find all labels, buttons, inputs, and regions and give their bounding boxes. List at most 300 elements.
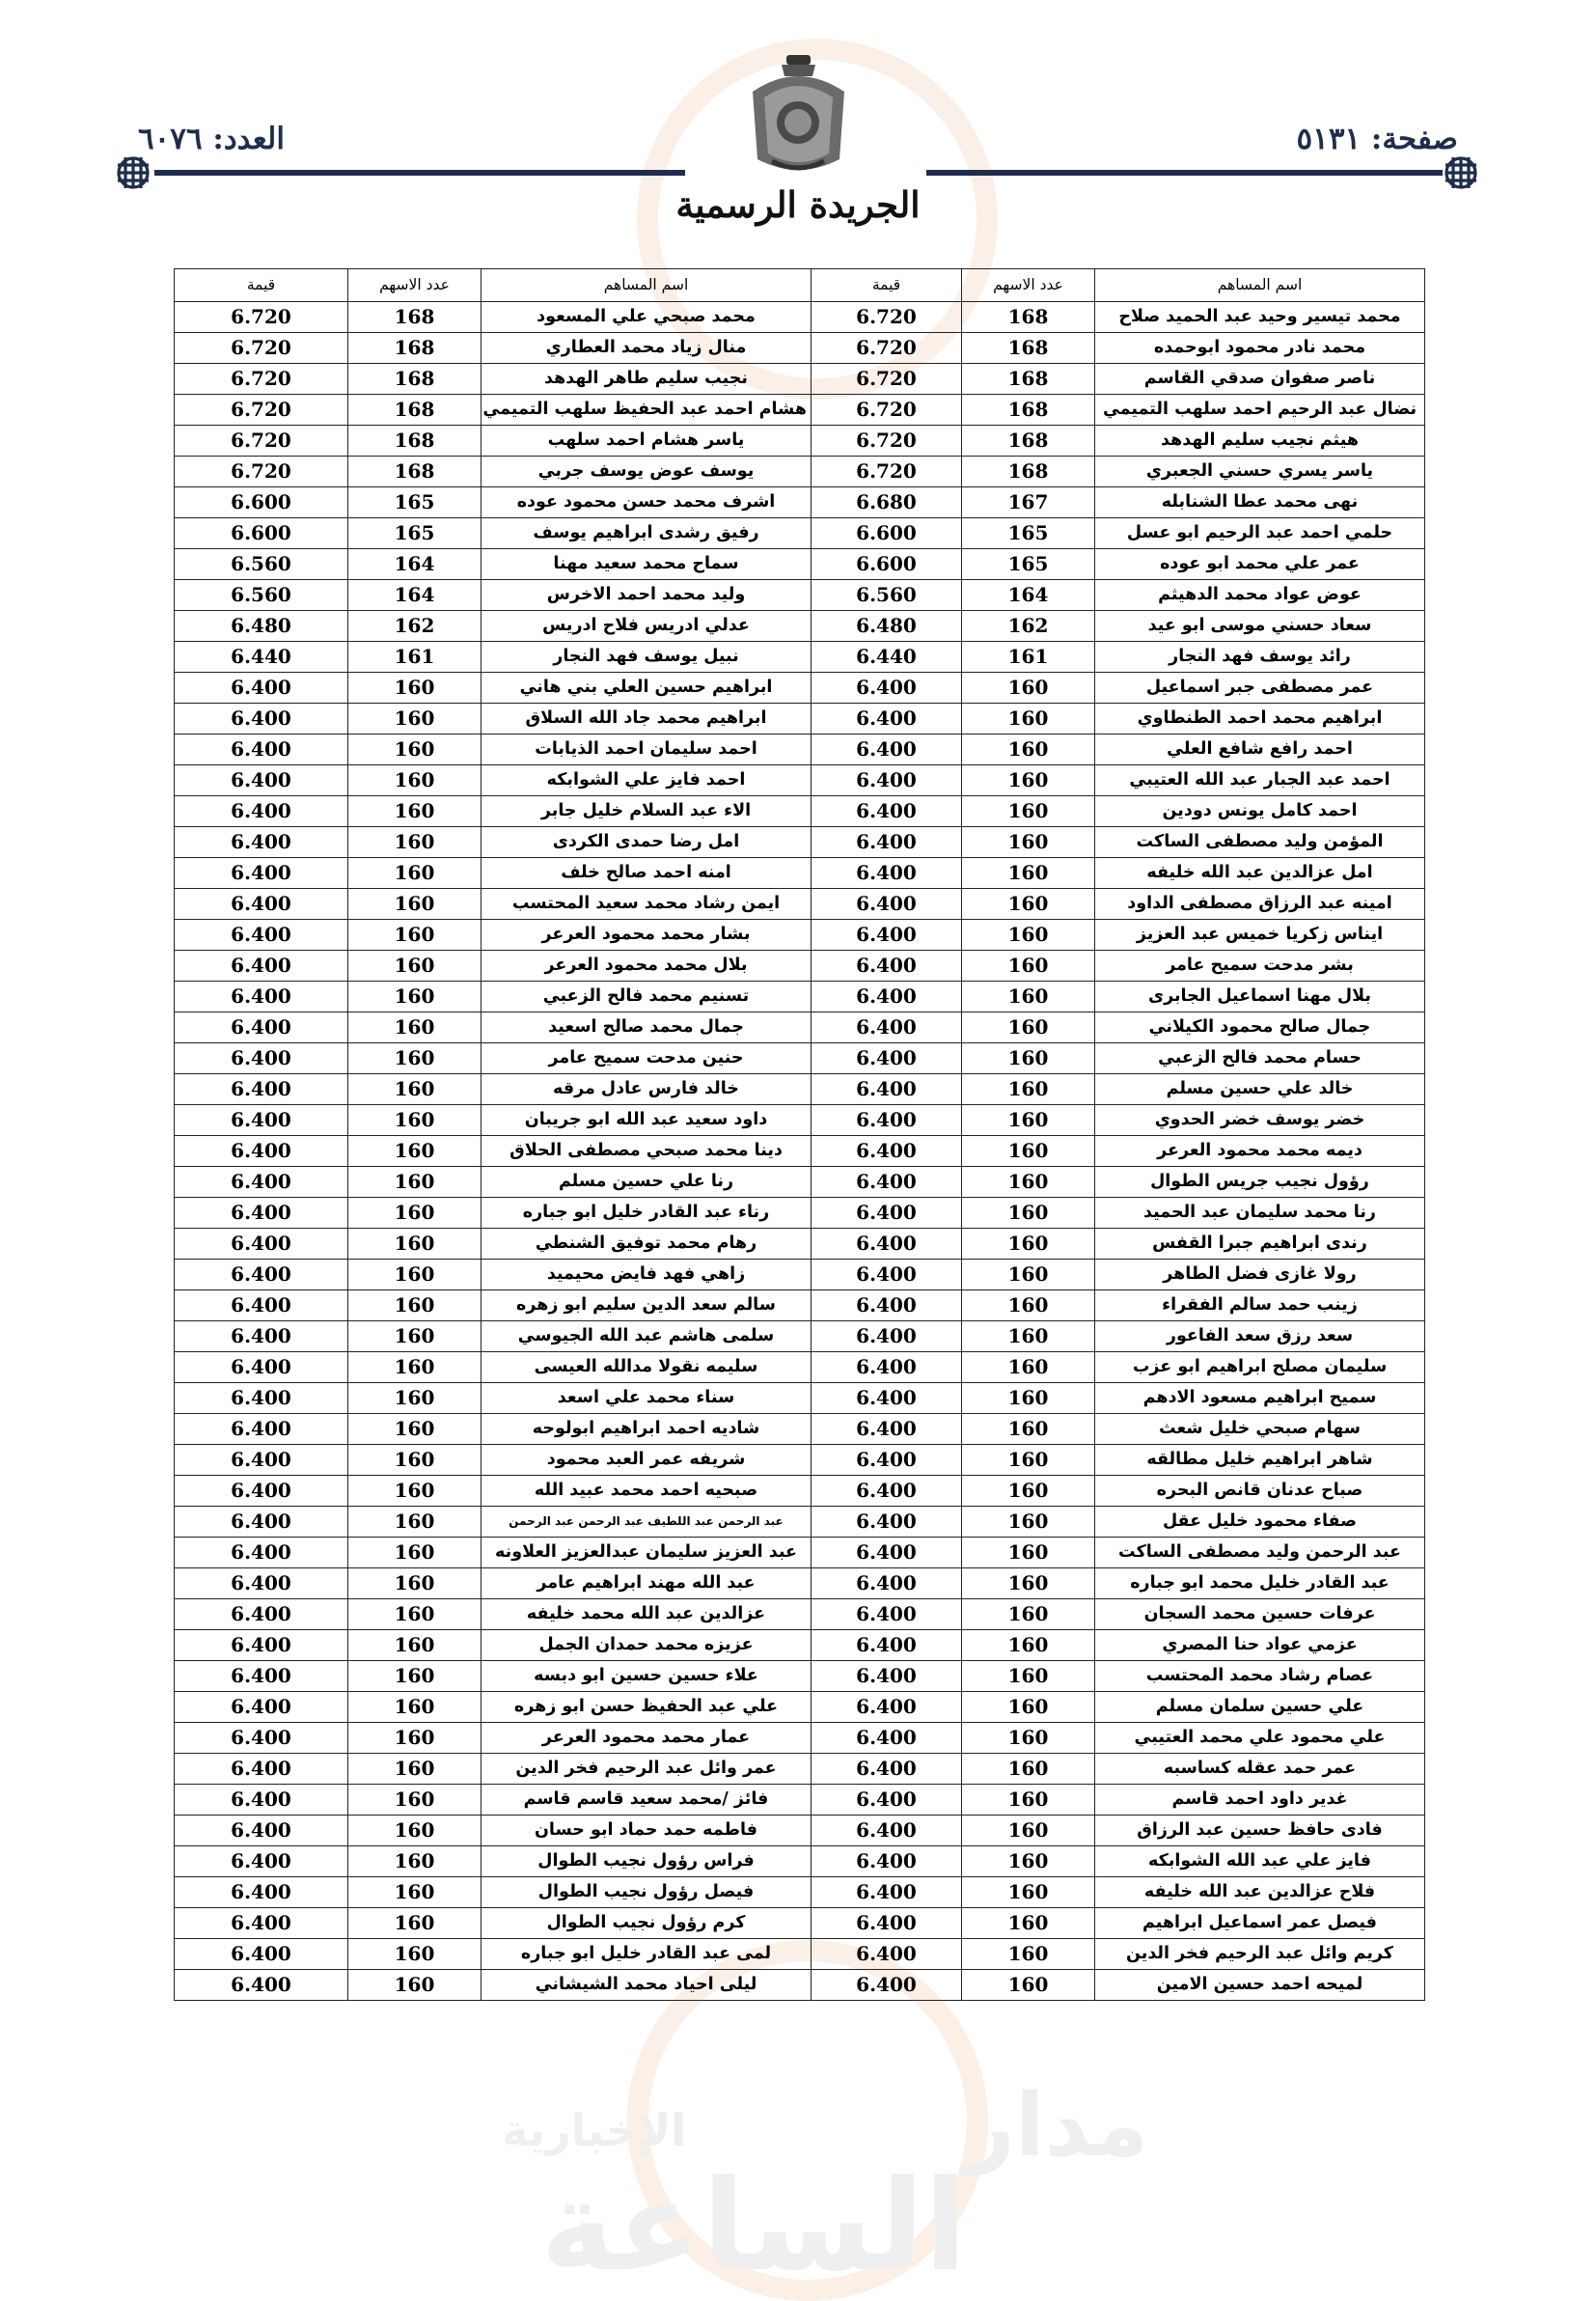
share-value-cell: 6.400	[175, 1012, 348, 1043]
share-value-cell: 6.400	[175, 704, 348, 735]
share-count-cell: 160	[348, 1260, 482, 1290]
share-count-cell: 160	[962, 1445, 1095, 1476]
share-count-cell: 160	[348, 1167, 482, 1198]
shareholder-name-cell: غدير داود احمد قاسم	[1095, 1785, 1425, 1816]
share-value-cell: 6.400	[812, 1692, 962, 1723]
share-count-cell: 160	[348, 1105, 482, 1136]
share-value-cell: 6.400	[175, 1568, 348, 1599]
share-value-cell: 6.400	[812, 1352, 962, 1383]
share-value-cell: 6.480	[812, 611, 962, 642]
share-count-cell: 160	[348, 1785, 482, 1816]
share-count-cell: 160	[348, 827, 482, 858]
share-count-cell: 160	[348, 982, 482, 1012]
header-shareholder-name-1: اسم المساهم	[1095, 269, 1425, 302]
table-row	[175, 1198, 1425, 1229]
share-value-cell: 6.400	[175, 1661, 348, 1692]
table-row	[175, 704, 1425, 735]
shareholder-name-cell: محمد نادر محمود ابوحمده	[1095, 333, 1425, 364]
share-value-cell: 6.400	[812, 1630, 962, 1661]
share-count-cell: 160	[348, 1043, 482, 1074]
table-row	[175, 735, 1425, 765]
share-count-cell: 162	[962, 611, 1095, 642]
shareholder-name-cell: جمال محمد صالح اسعيد	[482, 1012, 812, 1043]
shareholder-name-cell: فائز /محمد سعيد قاسم قاسم	[482, 1785, 812, 1816]
share-value-cell: 6.400	[175, 1383, 348, 1414]
share-value-cell: 6.400	[812, 889, 962, 920]
share-value-cell: 6.400	[175, 1877, 348, 1908]
share-count-cell: 160	[962, 982, 1095, 1012]
share-value-cell: 6.400	[812, 1877, 962, 1908]
share-value-cell: 6.400	[812, 1012, 962, 1043]
share-value-cell: 6.400	[175, 1846, 348, 1877]
share-value-cell: 6.400	[175, 1723, 348, 1754]
shareholder-name-cell: عوض عواد محمد الدهيثم	[1095, 580, 1425, 611]
share-count-cell: 164	[348, 580, 482, 611]
shareholder-name-cell: حنين مدحت سميح عامر	[482, 1043, 812, 1074]
share-count-cell: 160	[962, 704, 1095, 735]
shareholder-name-cell: رائد يوسف فهد النجار	[1095, 642, 1425, 673]
share-count-cell: 160	[962, 1785, 1095, 1816]
shareholder-name-cell: عصام رشاد محمد المحتسب	[1095, 1661, 1425, 1692]
table-row	[175, 1105, 1425, 1136]
share-value-cell: 6.400	[175, 1476, 348, 1507]
share-count-cell: 168	[348, 395, 482, 426]
shareholder-name-cell: سعد رزق سعد الفاعور	[1095, 1321, 1425, 1352]
share-value-cell: 6.400	[812, 827, 962, 858]
share-count-cell: 164	[348, 549, 482, 580]
watermark-text-large-2: الساعة	[540, 2152, 968, 2299]
shareholder-name-cell: شاهر ابراهيم خليل مطالقه	[1095, 1445, 1425, 1476]
share-value-cell: 6.720	[812, 364, 962, 395]
share-count-cell: 160	[348, 1754, 482, 1785]
shareholder-name-cell: نبيل يوسف فهد النجار	[482, 642, 812, 673]
table-row	[175, 1229, 1425, 1260]
shareholder-name-cell: رناء عبد القادر خليل ابو جباره	[482, 1198, 812, 1229]
share-value-cell: 6.400	[175, 1167, 348, 1198]
share-value-cell: 6.720	[812, 395, 962, 426]
shareholder-name-cell: احمد سليمان احمد الذيابات	[482, 735, 812, 765]
shareholder-name-cell: علي محمود علي محمد العتيبي	[1095, 1723, 1425, 1754]
table-row	[175, 1136, 1425, 1167]
shareholder-name-cell: سهام صبحي خليل شعث	[1095, 1414, 1425, 1445]
table-row	[175, 1816, 1425, 1846]
shareholder-name-cell: جمال صالح محمود الكيلاني	[1095, 1012, 1425, 1043]
share-value-cell: 6.400	[812, 1445, 962, 1476]
share-count-cell: 160	[962, 1816, 1095, 1846]
share-count-cell: 160	[348, 1445, 482, 1476]
table-row	[175, 1321, 1425, 1352]
table-row	[175, 1352, 1425, 1383]
share-count-cell: 160	[348, 1816, 482, 1846]
table-row	[175, 1383, 1425, 1414]
share-value-cell: 6.400	[812, 1321, 962, 1352]
shareholder-name-cell: سعاد حسني موسى ابو عيد	[1095, 611, 1425, 642]
share-value-cell: 6.400	[812, 673, 962, 704]
share-value-cell: 6.400	[812, 735, 962, 765]
shareholder-name-cell: عرفات حسين محمد السجان	[1095, 1599, 1425, 1630]
share-value-cell: 6.400	[175, 1229, 348, 1260]
shareholder-name-cell: فراس رؤول نجيب الطوال	[482, 1846, 812, 1877]
share-value-cell: 6.400	[812, 982, 962, 1012]
share-count-cell: 160	[962, 1476, 1095, 1507]
shareholder-name-cell: سماح محمد سعيد مهنا	[482, 549, 812, 580]
share-value-cell: 6.400	[812, 1723, 962, 1754]
share-value-cell: 6.400	[175, 1043, 348, 1074]
header-value-2: قيمة	[175, 269, 348, 302]
share-value-cell: 6.400	[812, 1290, 962, 1321]
share-value-cell: 6.400	[812, 1970, 962, 2001]
shareholder-name-cell: خضر يوسف خضر الحدوي	[1095, 1105, 1425, 1136]
shareholder-name-cell: ياسر هشام احمد سلهب	[482, 426, 812, 457]
share-count-cell: 160	[348, 1229, 482, 1260]
shareholder-name-cell: عدلي ادريس فلاح ادريس	[482, 611, 812, 642]
shareholder-name-cell: عمار محمد محمود العرعر	[482, 1723, 812, 1754]
share-count-cell: 160	[962, 1352, 1095, 1383]
share-count-cell: 160	[962, 1012, 1095, 1043]
shareholder-name-cell: فاطمه حمد حماد ابو حسان	[482, 1816, 812, 1846]
shareholder-name-cell: يوسف عوض يوسف جربي	[482, 457, 812, 487]
shareholder-name-cell: داود سعيد عبد الله ابو جريبان	[482, 1105, 812, 1136]
table-row	[175, 642, 1425, 673]
shareholder-name-cell: ايناس زكريا خميس عبد العزيز	[1095, 920, 1425, 951]
table-row	[175, 858, 1425, 889]
share-count-cell: 160	[962, 1568, 1095, 1599]
share-count-cell: 160	[348, 1290, 482, 1321]
table-row	[175, 1012, 1425, 1043]
table-row	[175, 549, 1425, 580]
shareholder-name-cell: سليمه نقولا مدالله العيسى	[482, 1352, 812, 1383]
shareholder-name-cell: عبد العزيز سليمان عبدالعزيز العلاونه	[482, 1538, 812, 1568]
share-count-cell: 164	[962, 580, 1095, 611]
shareholder-name-cell: سالم سعد الدين سليم ابو زهره	[482, 1290, 812, 1321]
shareholder-name-cell: زينب حمد سالم الفقراء	[1095, 1290, 1425, 1321]
share-value-cell: 6.400	[175, 1198, 348, 1229]
share-value-cell: 6.400	[175, 1908, 348, 1939]
share-value-cell: 6.400	[812, 1599, 962, 1630]
table-row	[175, 673, 1425, 704]
shareholder-name-cell: هيثم نجيب سليم الهدهد	[1095, 426, 1425, 457]
share-value-cell: 6.720	[175, 457, 348, 487]
share-count-cell: 168	[348, 302, 482, 333]
shareholder-name-cell: بشار محمد محمود العرعر	[482, 920, 812, 951]
share-value-cell: 6.400	[175, 1507, 348, 1538]
table-row	[175, 1260, 1425, 1290]
table-row	[175, 1877, 1425, 1908]
shareholder-name-cell: علي حسين سلمان مسلم	[1095, 1692, 1425, 1723]
share-count-cell: 168	[962, 395, 1095, 426]
shareholder-name-cell: رنا علي حسين مسلم	[482, 1167, 812, 1198]
shareholder-name-cell: لمى عبد القادر خليل ابو جباره	[482, 1939, 812, 1970]
share-value-cell: 6.400	[175, 1599, 348, 1630]
share-count-cell: 160	[962, 889, 1095, 920]
share-count-cell: 160	[348, 796, 482, 827]
shareholder-name-cell: المؤمن وليد مصطفى الساكت	[1095, 827, 1425, 858]
shareholder-name-cell: عمر حمد عقله كساسبه	[1095, 1754, 1425, 1785]
share-value-cell: 6.400	[812, 1136, 962, 1167]
table-row	[175, 1599, 1425, 1630]
share-value-cell: 6.400	[175, 1939, 348, 1970]
share-count-cell: 160	[962, 1754, 1095, 1785]
table-row	[175, 982, 1425, 1012]
share-count-cell: 160	[962, 1908, 1095, 1939]
share-value-cell: 6.720	[175, 333, 348, 364]
share-value-cell: 6.400	[812, 1043, 962, 1074]
share-count-cell: 168	[962, 302, 1095, 333]
share-value-cell: 6.400	[812, 1816, 962, 1846]
share-value-cell: 6.400	[812, 1785, 962, 1816]
table-row	[175, 1908, 1425, 1939]
share-value-cell: 6.400	[175, 1352, 348, 1383]
share-value-cell: 6.400	[812, 920, 962, 951]
share-count-cell: 160	[962, 1692, 1095, 1723]
table-row	[175, 395, 1425, 426]
shareholder-name-cell: سناء محمد علي اسعد	[482, 1383, 812, 1414]
shareholder-name-cell: محمد تيسير وحيد عبد الحميد صلاح	[1095, 302, 1425, 333]
shareholder-name-cell: امينه عبد الرزاق مصطفى الداود	[1095, 889, 1425, 920]
share-value-cell: 6.560	[175, 580, 348, 611]
share-value-cell: 6.400	[812, 1198, 962, 1229]
share-value-cell: 6.720	[812, 333, 962, 364]
shareholder-name-cell: سميح ابراهيم مسعود الادهم	[1095, 1383, 1425, 1414]
table-row	[175, 1568, 1425, 1599]
share-count-cell: 160	[962, 1877, 1095, 1908]
table-row	[175, 487, 1425, 518]
share-value-cell: 6.400	[812, 1507, 962, 1538]
share-value-cell: 6.440	[812, 642, 962, 673]
share-count-cell: 160	[348, 765, 482, 796]
shareholder-name-cell: خالد علي حسين مسلم	[1095, 1074, 1425, 1105]
table-row	[175, 518, 1425, 549]
share-count-cell: 160	[962, 735, 1095, 765]
table-row	[175, 920, 1425, 951]
share-value-cell: 6.400	[175, 1970, 348, 2001]
shareholder-name-cell: رهام محمد توفيق الشنطي	[482, 1229, 812, 1260]
share-count-cell: 160	[962, 1198, 1095, 1229]
share-count-cell: 160	[348, 1136, 482, 1167]
coat-of-arms-emblem	[743, 53, 854, 183]
share-count-cell: 160	[962, 1507, 1095, 1538]
share-value-cell: 6.400	[812, 951, 962, 982]
table-row	[175, 1445, 1425, 1476]
table-row	[175, 1074, 1425, 1105]
table-row	[175, 457, 1425, 487]
share-value-cell: 6.400	[812, 1568, 962, 1599]
share-count-cell: 160	[348, 1692, 482, 1723]
share-count-cell: 160	[962, 1229, 1095, 1260]
shareholder-name-cell: زاهي فهد فايض محيميد	[482, 1260, 812, 1290]
share-count-cell: 160	[348, 1476, 482, 1507]
shareholder-name-cell: امنه احمد صالح خلف	[482, 858, 812, 889]
shareholder-name-cell: تسنيم محمد فالح الزعبي	[482, 982, 812, 1012]
table-row	[175, 765, 1425, 796]
share-value-cell: 6.720	[812, 426, 962, 457]
share-count-cell: 160	[348, 1538, 482, 1568]
header-shareholder-name-2: اسم المساهم	[482, 269, 812, 302]
shareholder-name-cell: ابراهيم محمد جاد الله السلاق	[482, 704, 812, 735]
share-count-cell: 161	[962, 642, 1095, 673]
share-count-cell: 160	[962, 1290, 1095, 1321]
shareholder-name-cell: علاء حسين حسين ابو دبسه	[482, 1661, 812, 1692]
share-count-cell: 160	[348, 1661, 482, 1692]
share-count-cell: 160	[348, 1383, 482, 1414]
table-row	[175, 1661, 1425, 1692]
watermark-text-small: الإخبارية	[502, 2104, 686, 2156]
shareholder-name-cell: رندى ابراهيم جبرا القفس	[1095, 1229, 1425, 1260]
header-share-count-2: عدد الاسهم	[348, 269, 482, 302]
shareholder-name-cell: احمد كامل يونس دودين	[1095, 796, 1425, 827]
share-count-cell: 160	[348, 735, 482, 765]
share-value-cell: 6.400	[812, 1661, 962, 1692]
share-count-cell: 160	[962, 1136, 1095, 1167]
share-count-cell: 160	[962, 1043, 1095, 1074]
shareholder-name-cell: لميحه احمد حسين الامين	[1095, 1970, 1425, 2001]
share-count-cell: 160	[962, 920, 1095, 951]
shareholder-name-cell: عبد الله مهند ابراهيم عامر	[482, 1568, 812, 1599]
share-value-cell: 6.400	[812, 1074, 962, 1105]
share-value-cell: 6.400	[175, 765, 348, 796]
share-value-cell: 6.440	[175, 642, 348, 673]
table-header-row	[175, 269, 1425, 302]
share-count-cell: 160	[962, 1321, 1095, 1352]
shareholder-name-cell: هشام احمد عبد الحفيظ سلهب التميمي	[482, 395, 812, 426]
table-row	[175, 796, 1425, 827]
shareholder-name-cell: احمد رافع شافع العلي	[1095, 735, 1425, 765]
shareholder-name-cell: اشرف محمد حسن محمود عوده	[482, 487, 812, 518]
share-count-cell: 168	[962, 333, 1095, 364]
table-row	[175, 1970, 1425, 2001]
share-count-cell: 168	[348, 426, 482, 457]
share-count-cell: 160	[962, 827, 1095, 858]
share-value-cell: 6.400	[812, 1260, 962, 1290]
share-value-cell: 6.400	[812, 1105, 962, 1136]
shareholder-name-cell: احمد عبد الجبار عبد الله العتيبي	[1095, 765, 1425, 796]
shareholder-name-cell: فيصل رؤول نجيب الطوال	[482, 1877, 812, 1908]
shareholder-name-cell: رؤول نجيب جريس الطوال	[1095, 1167, 1425, 1198]
share-value-cell: 6.400	[812, 1908, 962, 1939]
share-value-cell: 6.400	[812, 704, 962, 735]
shareholder-name-cell: عزمي عواد حنا المصري	[1095, 1630, 1425, 1661]
shareholder-name-cell: حسام محمد فالح الزعبي	[1095, 1043, 1425, 1074]
shareholder-name-cell: ايمن رشاد محمد سعيد المحتسب	[482, 889, 812, 920]
shareholder-name-cell: ابراهيم حسين العلي بني هاني	[482, 673, 812, 704]
share-count-cell: 165	[348, 487, 482, 518]
shareholder-name-cell: عمر وائل عبد الرحيم فخر الدين	[482, 1754, 812, 1785]
table-row	[175, 1754, 1425, 1785]
share-count-cell: 160	[348, 1723, 482, 1754]
share-value-cell: 6.400	[175, 1105, 348, 1136]
shareholder-name-cell: رفيق رشدى ابراهيم يوسف	[482, 518, 812, 549]
table-row	[175, 1723, 1425, 1754]
share-count-cell: 160	[962, 1074, 1095, 1105]
share-value-cell: 6.400	[175, 1414, 348, 1445]
share-value-cell: 6.400	[175, 889, 348, 920]
share-count-cell: 160	[962, 1661, 1095, 1692]
share-count-cell: 160	[348, 1877, 482, 1908]
shareholder-name-cell: كرم رؤول نجيب الطوال	[482, 1908, 812, 1939]
table-row	[175, 1290, 1425, 1321]
shareholder-name-cell: بلال محمد محمود العرعر	[482, 951, 812, 982]
share-count-cell: 165	[962, 549, 1095, 580]
table-row	[175, 580, 1425, 611]
table-row	[175, 1630, 1425, 1661]
share-count-cell: 160	[962, 1599, 1095, 1630]
share-count-cell: 160	[962, 1630, 1095, 1661]
share-value-cell: 6.400	[812, 1414, 962, 1445]
shareholder-name-cell: عزالدين عبد الله محمد خليفه	[482, 1599, 812, 1630]
table-row	[175, 1846, 1425, 1877]
share-value-cell: 6.400	[175, 982, 348, 1012]
share-count-cell: 160	[348, 1198, 482, 1229]
shareholder-name-cell: دينا محمد صبحي مصطفى الحلاق	[482, 1136, 812, 1167]
share-count-cell: 160	[348, 1846, 482, 1877]
shareholder-name-cell: ياسر يسري حسني الجعبري	[1095, 457, 1425, 487]
shareholder-name-cell: صباح عدنان قانص البحره	[1095, 1476, 1425, 1507]
share-value-cell: 6.400	[175, 858, 348, 889]
share-count-cell: 168	[962, 457, 1095, 487]
gazette-title: الجريدة الرسمية	[675, 183, 921, 226]
share-value-cell: 6.400	[175, 1260, 348, 1290]
share-count-cell: 165	[348, 518, 482, 549]
share-count-cell: 168	[962, 426, 1095, 457]
shareholder-name-cell: سليمان مصلح ابراهيم ابو عزب	[1095, 1352, 1425, 1383]
shareholder-name-cell: صبحيه احمد محمد عبيد الله	[482, 1476, 812, 1507]
shareholder-name-cell: بلال مهنا اسماعيل الجابرى	[1095, 982, 1425, 1012]
share-value-cell: 6.400	[812, 1754, 962, 1785]
shareholder-name-cell: ديمه محمد محمود العرعر	[1095, 1136, 1425, 1167]
share-value-cell: 6.400	[812, 1476, 962, 1507]
issue-number-label: العدد: ٦٠٧٦	[138, 122, 285, 156]
share-value-cell: 6.400	[175, 1785, 348, 1816]
share-count-cell: 160	[962, 1383, 1095, 1414]
share-count-cell: 160	[348, 889, 482, 920]
share-count-cell: 160	[348, 1630, 482, 1661]
share-value-cell: 6.600	[175, 518, 348, 549]
shareholders-table	[174, 268, 1425, 2001]
share-count-cell: 160	[348, 1908, 482, 1939]
table-row	[175, 426, 1425, 457]
share-value-cell: 6.400	[175, 735, 348, 765]
share-value-cell: 6.400	[175, 1136, 348, 1167]
table-row	[175, 1414, 1425, 1445]
share-count-cell: 160	[962, 1414, 1095, 1445]
shareholder-name-cell: فلاح عزالدين عبد الله خليفه	[1095, 1877, 1425, 1908]
shareholder-name-cell: فادى حافظ حسين عبد الرزاق	[1095, 1816, 1425, 1846]
table-row	[175, 1785, 1425, 1816]
share-value-cell: 6.680	[812, 487, 962, 518]
shareholder-name-cell: خالد فارس عادل مرقه	[482, 1074, 812, 1105]
share-count-cell: 168	[348, 457, 482, 487]
table-row	[175, 611, 1425, 642]
share-count-cell: 160	[348, 920, 482, 951]
share-value-cell: 6.400	[175, 1321, 348, 1352]
shareholder-name-cell: ناصر صفوان صدقي القاسم	[1095, 364, 1425, 395]
share-count-cell: 160	[348, 704, 482, 735]
share-count-cell: 160	[348, 1939, 482, 1970]
shareholder-name-cell: رنا محمد سليمان عبد الحميد	[1095, 1198, 1425, 1229]
share-value-cell: 6.400	[175, 796, 348, 827]
share-value-cell: 6.400	[812, 796, 962, 827]
shareholder-name-cell: نجيب سليم طاهر الهدهد	[482, 364, 812, 395]
shareholder-name-cell: عبد الرحمن عبد اللطيف عبد الرحمن عبد الرحمن	[482, 1507, 812, 1538]
shareholder-name-cell: عزيزه محمد حمدان الجمل	[482, 1630, 812, 1661]
share-value-cell: 6.400	[175, 920, 348, 951]
share-value-cell: 6.720	[812, 302, 962, 333]
share-value-cell: 6.400	[812, 1383, 962, 1414]
share-value-cell: 6.400	[175, 1538, 348, 1568]
share-value-cell: 6.400	[175, 673, 348, 704]
table-row	[175, 302, 1425, 333]
share-value-cell: 6.400	[812, 1538, 962, 1568]
